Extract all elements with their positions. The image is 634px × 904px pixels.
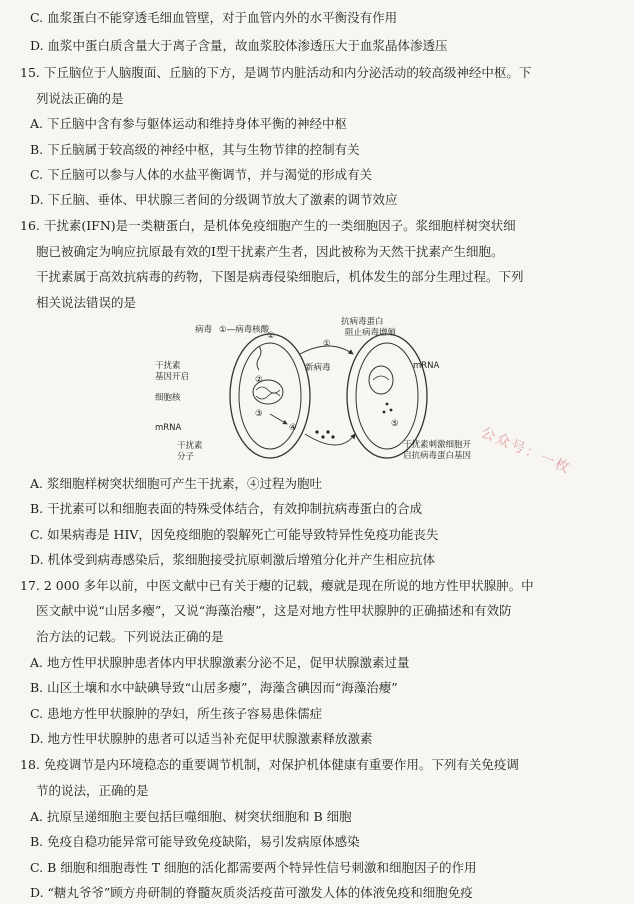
step-2: ② <box>255 375 263 385</box>
q16-stem-cont2: 干扰素属于高效抗病毒的药物，下图是病毒侵染细胞后，机体发生的部分生理过程。下列 <box>36 269 524 284</box>
watermark: 公众号：一枚 <box>478 424 574 477</box>
q18-option-c: C. B 细胞和细胞毒性 T 细胞的活化都需要两个特异性信号刺激和细胞因子的作用 <box>30 860 477 875</box>
step-3: ③ <box>255 409 263 419</box>
q15-option-a: A. 下丘脑中含有参与躯体运动和维持身体平衡的神经中枢 <box>30 116 347 131</box>
q15-stem: 15. 下丘脑位于人脑腹面、丘脑的下方，是调节内脏活动和内分泌活动的较高级神经中枢。下 <box>20 65 532 80</box>
label-antiviral: 抗病毒蛋白 <box>341 317 384 327</box>
q17-option-a: A. 地方性甲状腺肿患者体内甲状腺激素分泌不足，促甲状腺激素过量 <box>30 655 410 670</box>
q18-stem-cont: 节的说法，正确的是 <box>36 783 149 798</box>
q16-stem-cont1: 胞已被确定为响应抗原最有效的Ⅰ型干扰素产生者，因此被称为天然干扰素产生细胞。 <box>36 244 504 259</box>
q17-option-d: D. 地方性甲状腺肿的患者可以适当补充促甲状腺激素释放激素 <box>30 731 373 746</box>
label-antiviral-2: 阻止病毒增殖 <box>345 328 397 338</box>
label-mrna-left: mRNA <box>155 423 182 433</box>
label-stim-2: 启抗病毒蛋白基因 <box>403 451 472 461</box>
neighbor-nucleus <box>369 366 393 394</box>
q16-option-a: A. 浆细胞样树突状细胞可产生干扰素，④过程为胞吐 <box>30 476 322 491</box>
label-new-virus: 新病毒 <box>305 363 331 373</box>
step-1b: ① <box>323 339 331 349</box>
q14-option-c: C. 血浆蛋白不能穿透毛细血管壁，对于血管内外的水平衡没有作用 <box>30 10 398 25</box>
label-ifn: 干扰素 <box>177 441 203 451</box>
infected-cell-outer <box>230 334 310 458</box>
q17-stem-cont2: 治方法的记载。下列说法正确的是 <box>36 629 224 644</box>
label-nucleus: 细胞核 <box>155 393 181 403</box>
infected-cell-inner <box>239 343 301 449</box>
label-viral-nucleic: ①—病毒核酸 <box>219 325 270 335</box>
q17-option-b: B. 山区土壤和水中缺碘导致“山居多瘿”，海藻含碘因而“海藻治瘿” <box>30 680 398 695</box>
q18-stem: 18. 免疫调节是内环境稳态的重要调节机制，对保护机体健康有重要作用。下列有关免疫调 <box>20 757 519 772</box>
label-ifn-gene-2: 基因开启 <box>155 372 190 382</box>
label-virus: 病毒 <box>195 325 213 335</box>
label-ifn-gene: 干扰素 <box>155 361 181 371</box>
q15-stem-cont: 列说法正确的是 <box>36 91 124 106</box>
q18-option-a: A. 抗原呈递细胞主要包括巨噬细胞、树突状细胞和 B 细胞 <box>30 809 352 824</box>
neighbor-cell-inner <box>356 343 418 449</box>
q16-option-b: B. 干扰素可以和细胞表面的特殊受体结合，有效抑制抗病毒蛋白的合成 <box>30 501 423 516</box>
q15-option-d: D. 下丘脑、垂体、甲状腺三者间的分级调节放大了激素的调节效应 <box>30 192 398 207</box>
step-5: ⑤ <box>391 419 399 429</box>
q17-stem-cont1: 医文献中说“山居多瘿”，又说“海藻治瘿”，这是对地方性甲状腺肿的正确描述和有效防 <box>36 603 512 618</box>
q17-stem: 17. 2 000 多年以前，中医文献中已有关于瘿的记载，瘿就是现在所说的地方性甲状腺肿。中 <box>20 578 534 593</box>
label-ifn-2: 分子 <box>177 452 195 462</box>
q16-stem: 16. 干扰素(IFN)是一类糖蛋白，是机体免疫细胞产生的一类细胞因子。浆细胞样树突状细 <box>20 218 516 233</box>
q16-stem-cont3: 相关说法错误的是 <box>36 295 137 310</box>
virus-infection-diagram <box>155 316 485 470</box>
q18-option-b: B. 免疫自稳功能异常可能导致免疫缺陷，易引发病原体感染 <box>30 834 360 849</box>
step-1a: ① <box>267 331 275 341</box>
q17-option-c: C. 患地方性甲状腺肿的孕妇，所生孩子容易患侏儒症 <box>30 706 323 721</box>
q16-option-c: C. 如果病毒是 HIV，因免疫细胞的裂解死亡可能导致特异性免疫功能丧失 <box>30 527 439 542</box>
step-4: ④ <box>289 423 297 433</box>
q16-option-d: D. 机体受到病毒感染后，浆细胞接受抗原刺激后增殖分化并产生相应抗体 <box>30 552 436 567</box>
label-mrna-right: mRNA <box>413 361 440 371</box>
label-stim: 干扰素刺激细胞开 <box>403 440 472 450</box>
q15-option-b: B. 下丘脑属于较高级的神经中枢，其与生物节律的控制有关 <box>30 142 360 157</box>
q18-option-d: D. “糖丸爷爷”顾方舟研制的脊髓灰质炎活疫苗可激发人体的体液免疫和细胞免疫 <box>30 885 473 900</box>
q14-option-d: D. 血浆中蛋白质含量大于离子含量，故血浆胶体渗透压大于血浆晶体渗透压 <box>30 38 448 53</box>
q15-option-c: C. 下丘脑可以参与人体的水盐平衡调节，并与渴觉的形成有关 <box>30 167 373 182</box>
